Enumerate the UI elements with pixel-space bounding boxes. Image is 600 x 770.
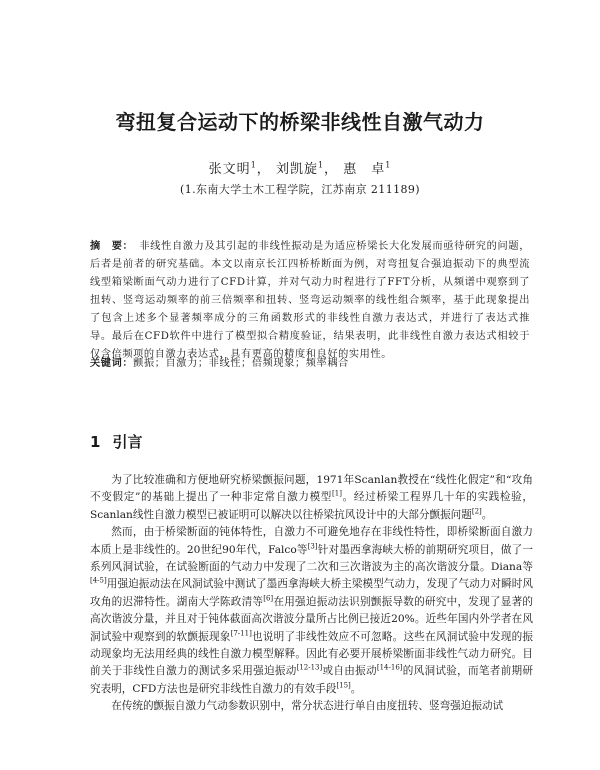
author-affiliation-mark: 1 [317, 160, 325, 170]
author-affiliation-mark: 1 [385, 160, 392, 170]
author-separator: ， [324, 162, 339, 177]
section-title: 引言 [112, 433, 143, 451]
paragraph-text: 在用强迫振动法识别颤振导数的研究中，发现了显著的高次谐波分量，并且对于钝体截面高次谐波分量所占比例已接近20%。近些年国内外学者在风洞试验中观察到的软颤振现象 [90, 595, 534, 643]
keywords-label: 关键词： [90, 358, 134, 369]
affiliation: (1.东南大学土木工程学院，江苏南京 211189) [180, 183, 420, 196]
abstract-label: 摘 要： [90, 241, 134, 252]
paragraph-text: 。 [481, 508, 493, 521]
paragraph-text: 为了比较准确和方便地研究桥梁颤振问题，1971年Scanlan教授在“线性化假定”和“攻角不变假定”的基础上提出了一种非定常自激力模型 [90, 474, 533, 504]
section-number: 1 [90, 433, 101, 451]
paragraph-text: 然而，由于桥梁断面的钝体特性，自激力不可避免地存在非线性特性，即桥梁断面自激力本质上是非线性的。20世纪90年代，Falco等 [90, 526, 533, 556]
author-name: 刘凯旋 [275, 162, 318, 177]
citation-mark: [7-11] [230, 629, 252, 638]
citation-mark: [4-5] [90, 576, 107, 585]
author-affiliation-mark: 1 [250, 160, 257, 170]
paper-title: 弯扭复合运动下的桥梁非线性自激气动力 [115, 110, 485, 134]
body-paragraph [90, 698, 533, 715]
keywords-text: 颤振；自激力；非线性；倍频现象；频率耦合 [133, 358, 349, 369]
author-name: 张文明 [208, 162, 251, 177]
author-separator: ， [256, 162, 271, 177]
citation-mark: [1] [332, 489, 342, 498]
citation-mark: [6] [263, 594, 274, 603]
body-text [90, 472, 533, 716]
author-list [0, 158, 600, 177]
citation-mark: [15] [336, 681, 351, 690]
citation-mark: [14-16] [376, 663, 403, 672]
citation-mark: [3] [307, 542, 318, 551]
paragraph-text: 的风洞试验，而笔者前期研究表明，CFD方法也是研究非线性自激力的有效手段 [90, 665, 534, 695]
author-name: 惠 卓 [343, 162, 386, 177]
keywords [90, 356, 530, 372]
body-paragraph [90, 472, 533, 524]
paragraph-text: 也说明了非线性效应不可忽略。这些在风洞试验中发现的振动现象均无法用经典的线性自激力模型解释。因此有必要开展桥梁断面非线性气动力研究。目前关于非线性自激力的测试多采用强迫振动 [90, 630, 534, 678]
paragraph-text: 在传统的颤振自激力气动参数识别中，常分状态进行单自由度扭转、竖弯强迫振动试 [111, 700, 504, 713]
paragraph-text: 用强迫振动法在风洞试验中测试了墨西拿海峡大桥主梁模型气动力，发现了气动力对瞬时风攻角的迟滞特性。湖南大学陈政清等 [90, 578, 533, 608]
citation-mark: [12-13] [296, 663, 323, 672]
abstract [90, 238, 530, 364]
section-heading [90, 431, 142, 452]
paragraph-text: 。经过桥梁工程界几十年的实践检验，Scanlan线性自激力模型已被证明可以解决以往桥梁抗风设计中的大部分颤振问题 [90, 491, 533, 521]
body-paragraph [90, 524, 533, 698]
abstract-text: 非线性自激力及其引起的非线性振动是为适应桥梁长大化发展而亟待研究的问题，后者是前者的研究基础。本文以南京长江四桥桥断面为例，对弯扭复合强迫振动下的典型流线型箱梁断面气动力进行了CFD计算，并对气动力时程进行了FFT分析，从频谱中观察到了扭转、竖弯运动频率的前三倍频率和扭转、竖弯运动频率的线性组合频率，基于此现象提出了包含上述多个显著频率成分的三角函数形式的非线性自激力表达式，并进行了表达式推导。最后在CFD软件中进行了模型拟合精度验证，结果表明，此非线性自激力表达式相较于仅含倍频项的自激力表达式，具有更高的精度和良好的实用性。 [90, 241, 530, 360]
paragraph-text: 。 [350, 682, 362, 695]
paragraph-text: 或自由振动 [322, 665, 377, 678]
citation-mark: [2] [471, 507, 482, 516]
paragraph-text: 针对墨西拿海峡大桥的前期研究项目，做了一系列风洞试验，在试验断面的气动力中发现了二次和三次谐波为主的高次谐波分量。Diana等 [90, 543, 534, 574]
